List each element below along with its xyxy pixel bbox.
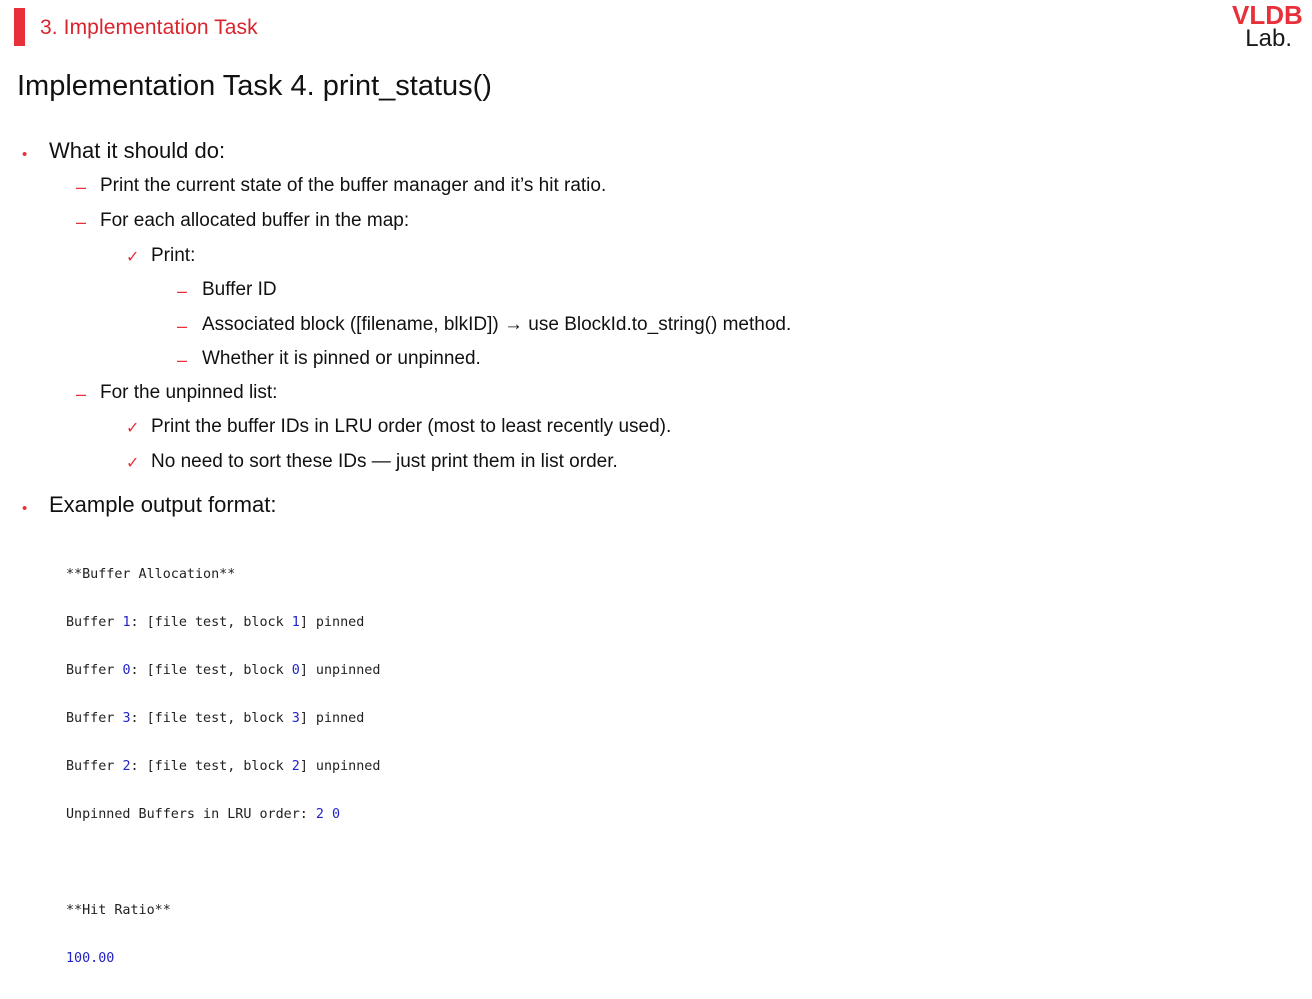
detail-item: Associated block ([filename, blkID]) → use BlockId.to_string() method. — [202, 314, 792, 335]
code-text: Buffer — [66, 711, 123, 726]
dash-icon: – — [76, 384, 87, 404]
code-number: 2 — [291, 759, 300, 774]
bullet-dot-icon: • — [22, 500, 28, 517]
code-text: : [file test, block — [130, 711, 292, 726]
code-line-buffer — [66, 711, 380, 727]
dash-icon: – — [76, 177, 87, 197]
bullet-item: What it should do: — [49, 138, 226, 163]
code-number: 1 — [291, 615, 300, 630]
dash-icon: – — [177, 281, 188, 301]
code-text: ] unpinned — [299, 663, 381, 678]
checkmark-icon: ✓ — [126, 420, 140, 437]
code-number: 100.00 — [66, 951, 115, 966]
check-item: Print the buffer IDs in LRU order (most to least recently used). — [151, 416, 672, 437]
detail-item: Whether it is pinned or unpinned. — [202, 348, 481, 369]
dash-icon: – — [177, 350, 188, 370]
bullet-dot-icon: • — [22, 146, 28, 163]
code-text: Unpinned Buffers in LRU order: — [66, 807, 316, 822]
code-text: ] unpinned — [299, 759, 381, 774]
code-line-buffer — [66, 615, 380, 631]
page-title: Implementation Task 4. print_status() — [17, 70, 492, 102]
sub-bullet-item: For the unpinned list: — [100, 382, 278, 403]
code-number: 3 — [291, 711, 300, 726]
checkmark-icon: ✓ — [126, 249, 140, 266]
code-text: ] pinned — [299, 711, 365, 726]
code-number: 2 — [122, 759, 131, 774]
code-text: : [file test, block — [130, 759, 292, 774]
code-number: 0 — [122, 663, 131, 678]
code-text: Buffer — [66, 615, 123, 630]
section-accent-bar — [14, 8, 25, 46]
sub-bullet-item: Print the current state of the buffer manager and it’s hit ratio. — [100, 175, 607, 196]
code-line-hit-value — [66, 951, 380, 967]
code-number: 0 — [291, 663, 300, 678]
code-line-hit-header: **Hit Ratio** — [66, 903, 171, 918]
code-text: : [file test, block — [130, 615, 292, 630]
code-text: Buffer — [66, 759, 123, 774]
code-line-alloc-header: **Buffer Allocation** — [66, 567, 236, 582]
vldb-lab-logo — [1232, 0, 1303, 52]
code-line-lru — [66, 807, 380, 823]
checkmark-icon: ✓ — [126, 455, 140, 472]
code-number: 3 — [122, 711, 131, 726]
code-text: : [file test, block — [130, 663, 292, 678]
code-line-buffer — [66, 759, 380, 775]
code-text: ] pinned — [299, 615, 365, 630]
bullet-item: Example output format: — [49, 492, 277, 517]
code-blank-line — [66, 855, 380, 871]
dash-icon: – — [177, 316, 188, 336]
check-item: No need to sort these IDs — just print them in list order. — [151, 451, 618, 472]
example-output-block — [66, 535, 380, 999]
code-text: Buffer — [66, 663, 123, 678]
code-number: 2 0 — [315, 807, 341, 822]
sub-bullet-item: For each allocated buffer in the map: — [100, 210, 410, 231]
logo-text-bottom: Lab. — [1245, 25, 1292, 52]
section-title: 3. Implementation Task — [40, 16, 258, 39]
detail-item: Buffer ID — [202, 279, 277, 300]
check-item: Print: — [151, 245, 196, 266]
code-number: 1 — [122, 615, 131, 630]
dash-icon: – — [76, 212, 87, 232]
logo-text-top: VLDB — [1232, 0, 1303, 30]
code-line-buffer — [66, 663, 380, 679]
